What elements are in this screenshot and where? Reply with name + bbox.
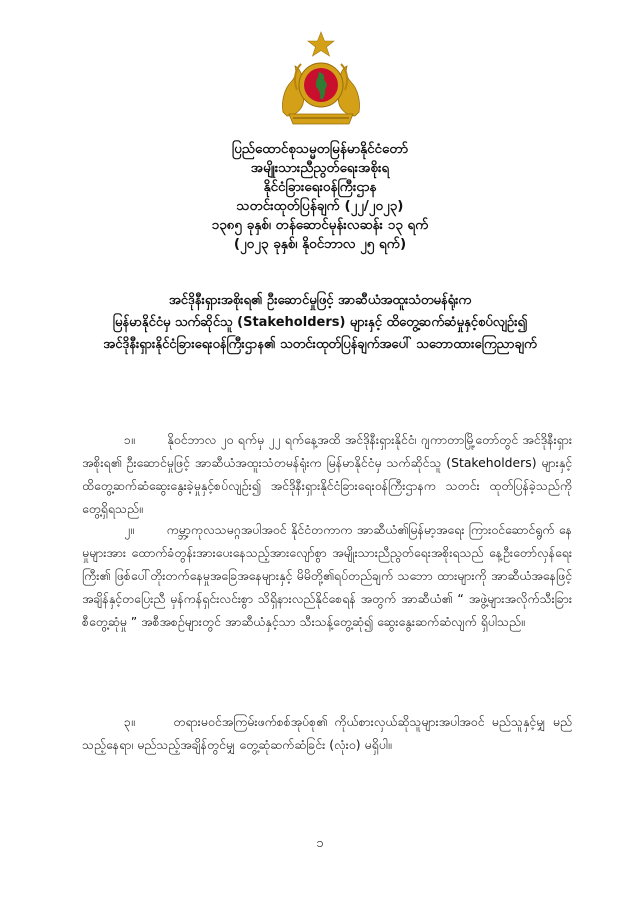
paragraph-text: နိုဝင်ဘာလ ၂၀ ရက်မှ ၂၂ ရက်နေ့အထိ အင်ဒိုနီးရှားနိုင်ငံ၊ ဂျကာတာမြို့တော်တွင် အင်ဒိုနီးရှား အစိုးရ၏ ဦးဆောင်မှုဖြင့် အာဆီယံအထူးသံတမန်ရုံးက မြန်မာနိုင်ငံမှ သက်ဆိုင်သူ (Stakeholders) များနှင့် ထိတွေ့ဆက်ဆံဆွေးနွေးခဲ့မှုနှင့်စပ်လျဉ်း၍ အင်ဒိုနီးရှားနိုင်ငံခြားရေးဝန်ကြီးဌာနက သတင်း ထုတ်ပြန်ခဲ့သည်ကို တွေ့ရှိရသည်။: [82, 432, 572, 516]
paragraph-text: ကမ္ဘာ့ကုလသမဂ္ဂအပါအဝင် နိုင်ငံတကာက အာဆီယံ၏မြန်မာ့အရေး ကြားဝင်ဆောင်ရွက် နေမှုများအား ထောက်ခံတွန်းအားပေးနေသည့်အားလျော်စွာ အမျိုးသားညီညွတ်ရေးအစိုးရသည် နေ့ဦးတော်လှန်ရေးကြီး၏ ဖြစ်ပေါ်တိုးတက်နေမှုအခြေအနေများနှင့် မိမိတို့၏ရပ်တည်ချက် သဘော ထားများကို အာဆီယံအနေဖြင့် အချိန်နှင့်တပြေးညီ မှန်ကန်ရှင်းလင်းစွာ သိရှိနားလည်နိုင်စေရန် အတွက် အာဆီယံ၏ “ အဖွဲ့များအလိုက်သီးခြားစီတွေ့ဆုံမှု ” အစီအစဉ်များတွင် အာဆီယံနှင့်သာ သီးသန့်တွေ့ဆုံ၍ ဆွေးနွေးဆက်ဆံလျက် ရှိပါသည်။: [82, 522, 572, 629]
header-line: ၁၃၈၅ ခုနှစ်၊ တန်ဆောင်မုန်းလဆန်း ၁၃ ရက်: [211, 217, 429, 233]
page-number: ၁: [316, 836, 324, 851]
header-line: (၂၀၂၃ ခုနှစ်၊ နိုဝင်ဘာလ ၂၅ ရက်): [233, 236, 407, 252]
title-line: မြန်မာနိုင်ငံမှ သက်ဆိုင်သူ (Stakeholders) များနှင့် ထိတွေ့ဆက်ဆံမှုနှင့်စပ်လျဉ်း၍: [112, 315, 528, 330]
paragraph-number: ၃။: [124, 714, 135, 729]
paragraph-text: တရားမဝင်အကြမ်းဖက်စစ်အုပ်စု၏ ကိုယ်စားလှယ်ဆိုသူများအပါအဝင် မည်သူနှင့်မျှ မည်သည့်နေရာ၊ မည်သည့်အချိန်တွင်မျှ တွေ့ဆုံဆက်ဆံခြင်း (လုံးဝ) မရှိပါ။: [82, 714, 572, 752]
state-seal-emblem: [277, 30, 365, 130]
title-line: အင်ဒိုနီးရှားအစိုးရ၏ ဦးဆောင်မှုဖြင့် အာဆီယံအထူးသံတမန်ရုံးက: [168, 293, 472, 308]
paragraph-1: [82, 428, 572, 520]
header-line: ပြည်ထောင်စုသမ္မတမြန်မာနိုင်ငံတော်: [231, 141, 409, 157]
letterhead: [0, 140, 640, 254]
statement-title: [40, 290, 600, 356]
paragraph-number: ၂။: [124, 522, 134, 537]
paragraph-3: [82, 710, 572, 756]
title-line: အင်ဒိုနီးရှားနိုင်ငံခြားရေးဝန်ကြီးဌာန၏ သတင်းထုတ်ပြန်ချက်အပေါ် သဘောထားကြေညာချက်: [103, 337, 537, 352]
header-line: အမျိုးသားညီညွတ်ရေးအစိုးရ: [250, 160, 390, 176]
paragraph-number: ၁။: [124, 432, 135, 447]
header-line: နိုင်ငံခြားရေးဝန်ကြီးဌာန: [263, 179, 377, 195]
header-line: သတင်းထုတ်ပြန်ချက် (၂၂/၂၀၂၃): [236, 198, 404, 214]
paragraph-2: [82, 518, 572, 633]
